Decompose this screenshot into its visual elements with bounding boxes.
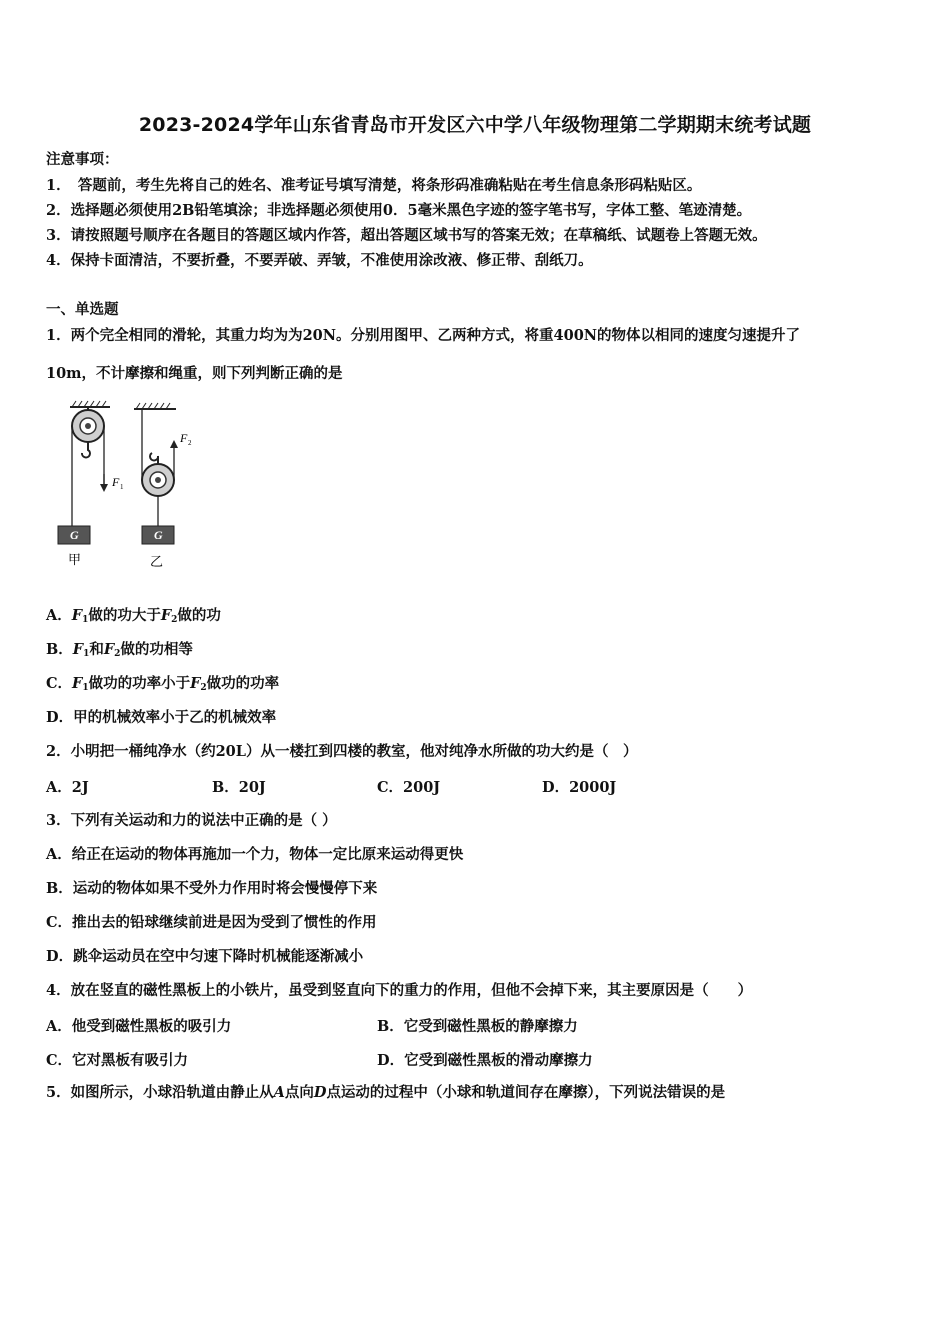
q4-option-b[interactable]: B．它受到磁性黑板的静摩擦力	[377, 1018, 578, 1035]
notice-item-4: 4．保持卡面清洁，不要折叠，不要弄破、弄皱，不准使用涂改液、修正带、刮纸刀。	[46, 252, 593, 269]
force2-sub: 2	[188, 439, 192, 447]
q3-option-a[interactable]: A．给正在运动的物体再施加一个力，物体一定比原来运动得更快	[46, 846, 464, 863]
q3-option-d[interactable]: D．跳伞运动员在空中匀速下降时机械能逐渐减小	[46, 948, 364, 965]
force1-label: F	[112, 475, 120, 489]
notice-item-1: 1． 答题前，考生先将自己的姓名、准考证号填写清楚，将条形码准确粘贴在考生信息条形码粘贴区。	[46, 177, 702, 194]
hook-a	[82, 442, 90, 457]
force2-arrow	[170, 440, 178, 448]
q4-stem: 4．放在竖直的磁性黑板上的小铁片，虽受到竖直向下的重力的作用，但他不会掉下来，其主要原因是（ ）	[46, 982, 753, 999]
hook-b	[150, 453, 158, 460]
q2-stem: 2．小明把一桶纯净水（约20L）从一楼扛到四楼的教室，他对纯净水所做的功大约是（ ）	[46, 743, 638, 760]
q2-option-d[interactable]: D．2000J	[542, 779, 617, 796]
q1-option-b[interactable]: B．$F_1$和$F_2$做的功相等	[46, 641, 193, 659]
q2-option-c[interactable]: C．200J	[377, 779, 441, 796]
q3-option-c[interactable]: C．推出去的铅球继续前进是因为受到了惯性的作用	[46, 914, 377, 931]
weight-b-label: G	[154, 528, 163, 542]
q1-option-a[interactable]: A．$F_1$做的功大于$F_2$做的功	[46, 607, 221, 625]
label-yi: 乙	[150, 555, 164, 570]
pulley-figure	[50, 398, 210, 578]
force1-arrow	[100, 484, 108, 492]
notice-item-3: 3．请按照题号顺序在各题目的答题区域内作答，超出答题区域书写的答案无效；在草稿纸、试题卷上答题无效。	[46, 227, 767, 244]
q5-stem: 5．如图所示，小球沿轨道由静止从A点向D点运动的过程中（小球和轨道间存在摩擦），下列说法错误的是	[46, 1084, 726, 1101]
q4-option-c[interactable]: C．它对黑板有吸引力	[46, 1052, 189, 1069]
label-jia: 甲	[68, 553, 82, 568]
q1-option-c[interactable]: C．$F_1$做功的功率小于$F_2$做功的功率	[46, 675, 280, 693]
q3-stem: 3．下列有关运动和力的说法中正确的是（ ）	[46, 812, 337, 829]
weight-a-label: G	[70, 528, 79, 542]
force1-sub: 1	[120, 483, 124, 491]
q1-stem-line2: 10m，不计摩擦和绳重，则下列判断正确的是	[46, 365, 343, 382]
notice-item-2: 2．选择题必须使用2B铅笔填涂；非选择题必须使用0．5毫米黑色字迹的签字笔书写，字体工整、笔迹清楚。	[46, 202, 752, 219]
force2-label: F	[180, 431, 188, 445]
q1-option-d[interactable]: D．甲的机械效率小于乙的机械效率	[46, 709, 277, 726]
q3-option-b[interactable]: B．运动的物体如果不受外力作用时将会慢慢停下来	[46, 880, 378, 897]
section-heading: 一、单选题	[46, 301, 119, 318]
notice-heading: 注意事项：	[46, 151, 119, 168]
q2-option-a[interactable]: A．2J	[46, 779, 89, 796]
q4-option-a[interactable]: A．他受到磁性黑板的吸引力	[46, 1018, 232, 1035]
q2-option-b[interactable]: B．20J	[212, 779, 266, 796]
q4-option-d[interactable]: D．它受到磁性黑板的滑动摩擦力	[377, 1052, 593, 1069]
q1-stem-line1: 1．两个完全相同的滑轮，其重力均为为20N。分别用图甲、乙两种方式，将重400N的物体以相同的速度匀速提升了	[46, 327, 801, 344]
page-title: 2023-2024学年山东省青岛市开发区六中学八年级物理第二学期期末统考试题	[138, 114, 812, 136]
